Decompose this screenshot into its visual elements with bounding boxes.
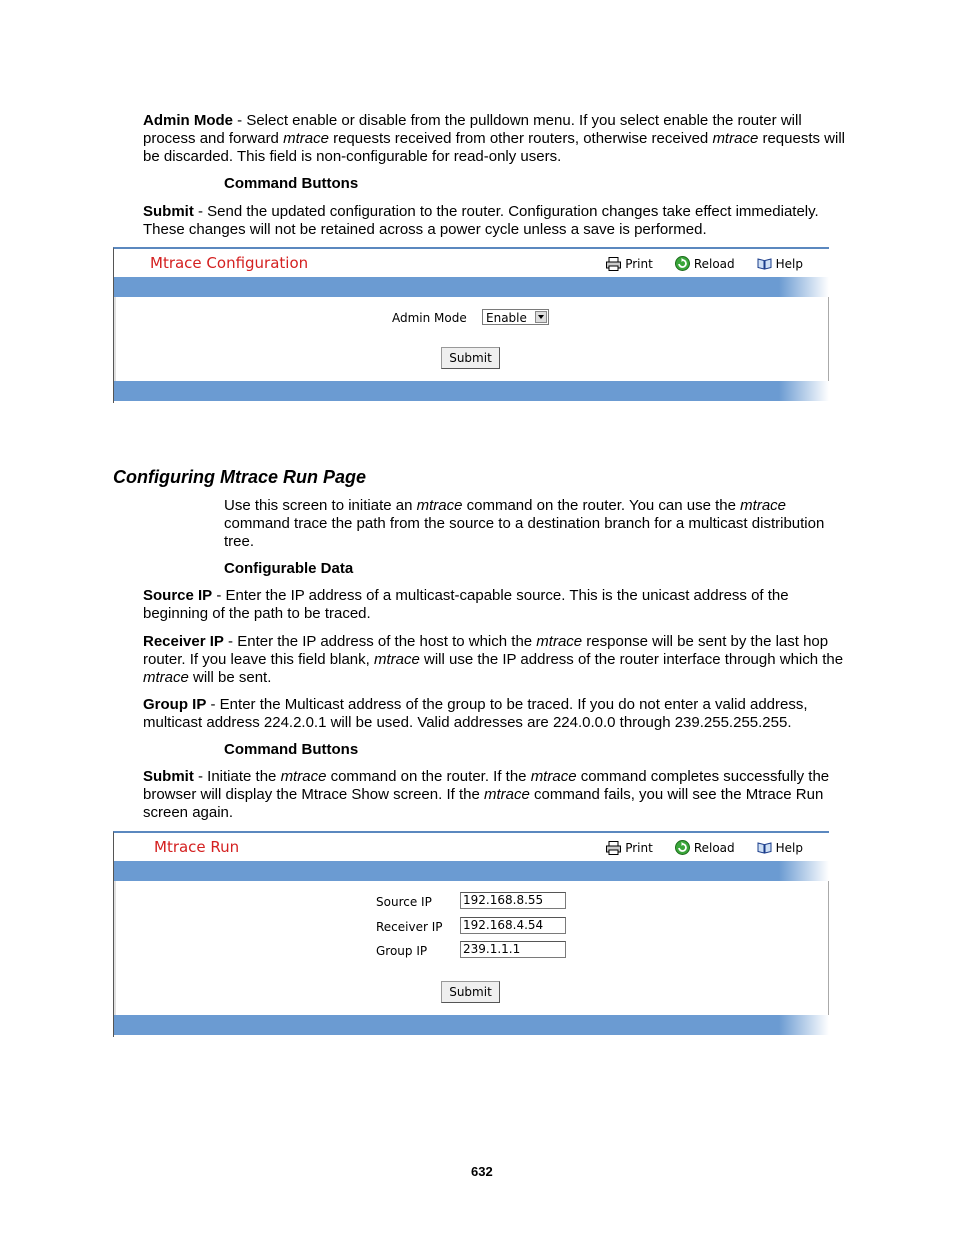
book-icon [757,257,772,270]
footer-bar [114,381,829,401]
mtrace-term: mtrace [483,786,530,803]
mtrace-term: mtrace [530,768,577,785]
header-bar [114,861,829,881]
submit-button[interactable]: Submit [441,981,500,1003]
help-button[interactable] [757,256,803,271]
text-run: command on the router. You can use the [462,497,741,514]
group-ip-input[interactable]: 239.1.1.1 [460,941,566,958]
command-buttons-heading: Command Buttons [224,741,359,758]
receiver-ip-label: Receiver IP [376,920,443,934]
run-intro [224,497,854,551]
admin-mode-label: Admin Mode [392,311,467,325]
section-title: Configuring Mtrace Run Page [113,467,367,487]
toolbar [606,840,803,855]
reload-label: Reload [693,840,735,855]
mtrace-term: mtrace [143,669,189,686]
group-ip-label: Group IP [376,944,428,958]
text-run: command trace the path from the source to a destination branch for a multicast distribution tree. [224,515,825,550]
config-form [114,297,829,381]
print-label: Print [625,840,653,855]
text-run: - Enter the IP address of a multicast-capable source. This is the unicast address of the beginning of the path to be traced. [143,587,789,622]
header-bar [114,277,829,297]
receiver-ip-term: Receiver IP [143,633,224,650]
text-run: will use the IP address of the router interface through which the [419,651,844,668]
text-run: - Enter the Multicast address of the group to be traced. If you do not enter a valid address, multicast address 224.2.0.1 will be used. Valid addresses are 224.0.0.0 through 239.255.255.255. [143,696,808,731]
mtrace-term: mtrace [280,768,327,785]
mtrace-term: mtrace [536,633,583,650]
source-ip-label: Source IP [376,895,432,909]
submit-description [143,203,855,239]
text-run: Use this screen to initiate an [224,497,417,514]
reload-icon [675,840,690,855]
mtrace-run-panel [113,831,829,1037]
reload-label: Reload [693,256,735,271]
printer-icon [606,841,621,855]
text-run: - Send the updated configuration to the router. Configuration changes take effect immediately. These changes will not be retained across a power cycle unless a save is performed. [143,203,819,238]
mtrace-term: mtrace [712,130,759,147]
source-ip-term: Source IP [143,587,213,604]
print-button[interactable] [606,256,653,271]
group-ip-term: Group IP [143,696,207,713]
mtrace-configuration-panel [113,247,829,403]
configurable-data-heading: Configurable Data [224,560,354,577]
reload-button[interactable] [675,840,735,855]
print-label: Print [625,256,653,271]
receiver-ip-description [143,633,855,687]
admin-mode-value: Enable [486,311,527,325]
help-button[interactable] [757,840,803,855]
panel-header [114,249,829,277]
toolbar [606,256,803,271]
group-ip-description [143,696,855,732]
text-run: - Initiate the [193,768,281,785]
admin-mode-select[interactable] [482,309,549,325]
source-ip-input[interactable]: 192.168.8.55 [460,892,566,909]
source-ip-description [143,587,855,623]
text-run: requests received from other routers, otherwise received [328,130,713,147]
text-run: command fails, you will see the Mtrace Run screen again. [143,786,824,821]
panel-title: Mtrace Configuration [150,254,309,272]
submit-term: Submit [143,203,194,220]
printer-icon [606,257,621,271]
footer-bar [114,1015,829,1035]
book-icon [757,841,772,854]
reload-icon [675,256,690,271]
submit-term: Submit [143,768,194,785]
mtrace-term: mtrace [740,497,786,514]
text-run: command completes successfully the browser will display the Mtrace Show screen. If the [143,768,830,803]
text-run: - Enter the IP address of the host to which the [223,633,537,650]
run-submit-description [143,768,855,822]
mtrace-term: mtrace [283,130,329,147]
submit-button[interactable]: Submit [441,347,500,369]
admin-mode-description [143,112,855,166]
admin-mode-term: Admin Mode [143,112,233,129]
receiver-ip-input[interactable]: 192.168.4.54 [460,917,566,934]
text-run: response will be sent by the last hop router. If you leave this field blank, [143,633,829,668]
panel-title: Mtrace Run [154,838,240,856]
command-buttons-heading: Command Buttons [224,175,359,192]
text-run: will be sent. [188,669,272,686]
run-form [114,881,829,1015]
help-label: Help [775,840,803,855]
text-run: command on the router. If the [326,768,531,785]
reload-button[interactable] [675,256,735,271]
help-label: Help [775,256,803,271]
mtrace-term: mtrace [373,651,420,668]
text-run: requests will be discarded. This field is non-configurable for read-only users. [143,130,845,165]
mtrace-term: mtrace [416,497,463,514]
print-button[interactable] [606,840,653,855]
page-number: 632 [471,1164,493,1179]
text-run: - Select enable or disable from the pulldown menu. If you select enable the router will process and forward [143,112,802,147]
panel-header [114,833,829,861]
dropdown-arrow-icon[interactable] [535,311,547,323]
